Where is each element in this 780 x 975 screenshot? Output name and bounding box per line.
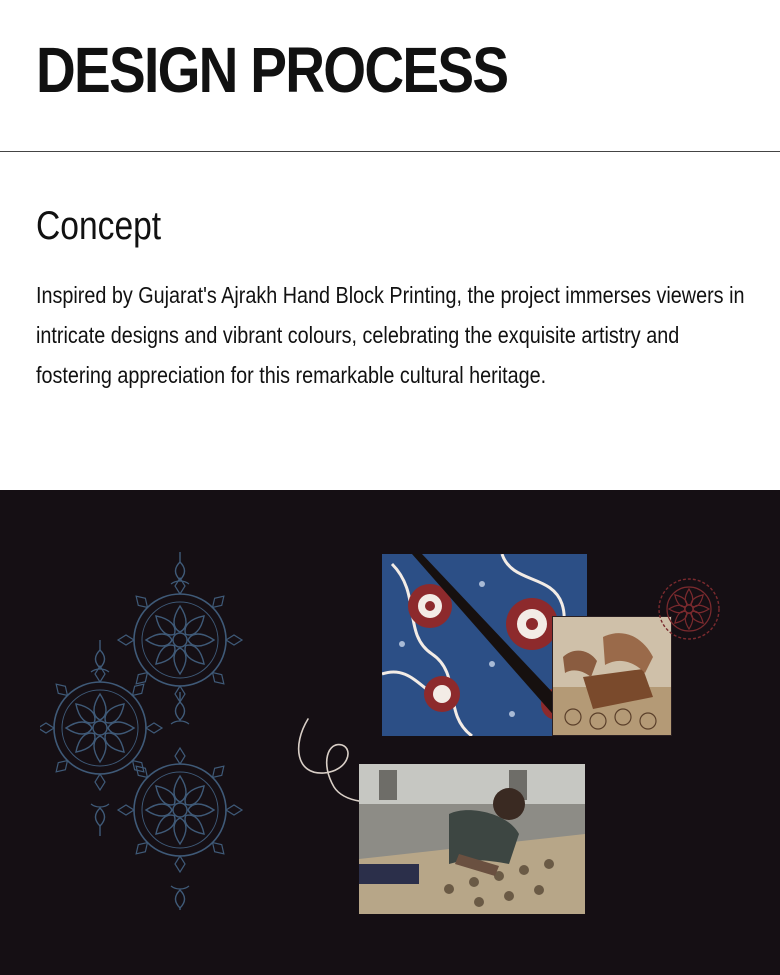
ajrakh-motif-illustration [40,550,250,910]
concept-description: Inspired by Gujarat's Ajrakh Hand Block Printing, the project immerses viewers in intricate designs and vibrant colours, celebrating the exquisite artistry and fostering appreciation for this remarkable cultural heritage. [36,282,745,388]
page-header [0,0,780,152]
gallery-section [0,490,780,975]
artisan-printing-photo [359,764,585,914]
concept-heading: Concept [36,204,162,248]
page-title: DESIGN PROCESS [36,34,508,106]
wooden-block-stamping-photo [553,617,671,735]
rosette-motif-icon [656,576,722,642]
concept-section [0,153,780,490]
